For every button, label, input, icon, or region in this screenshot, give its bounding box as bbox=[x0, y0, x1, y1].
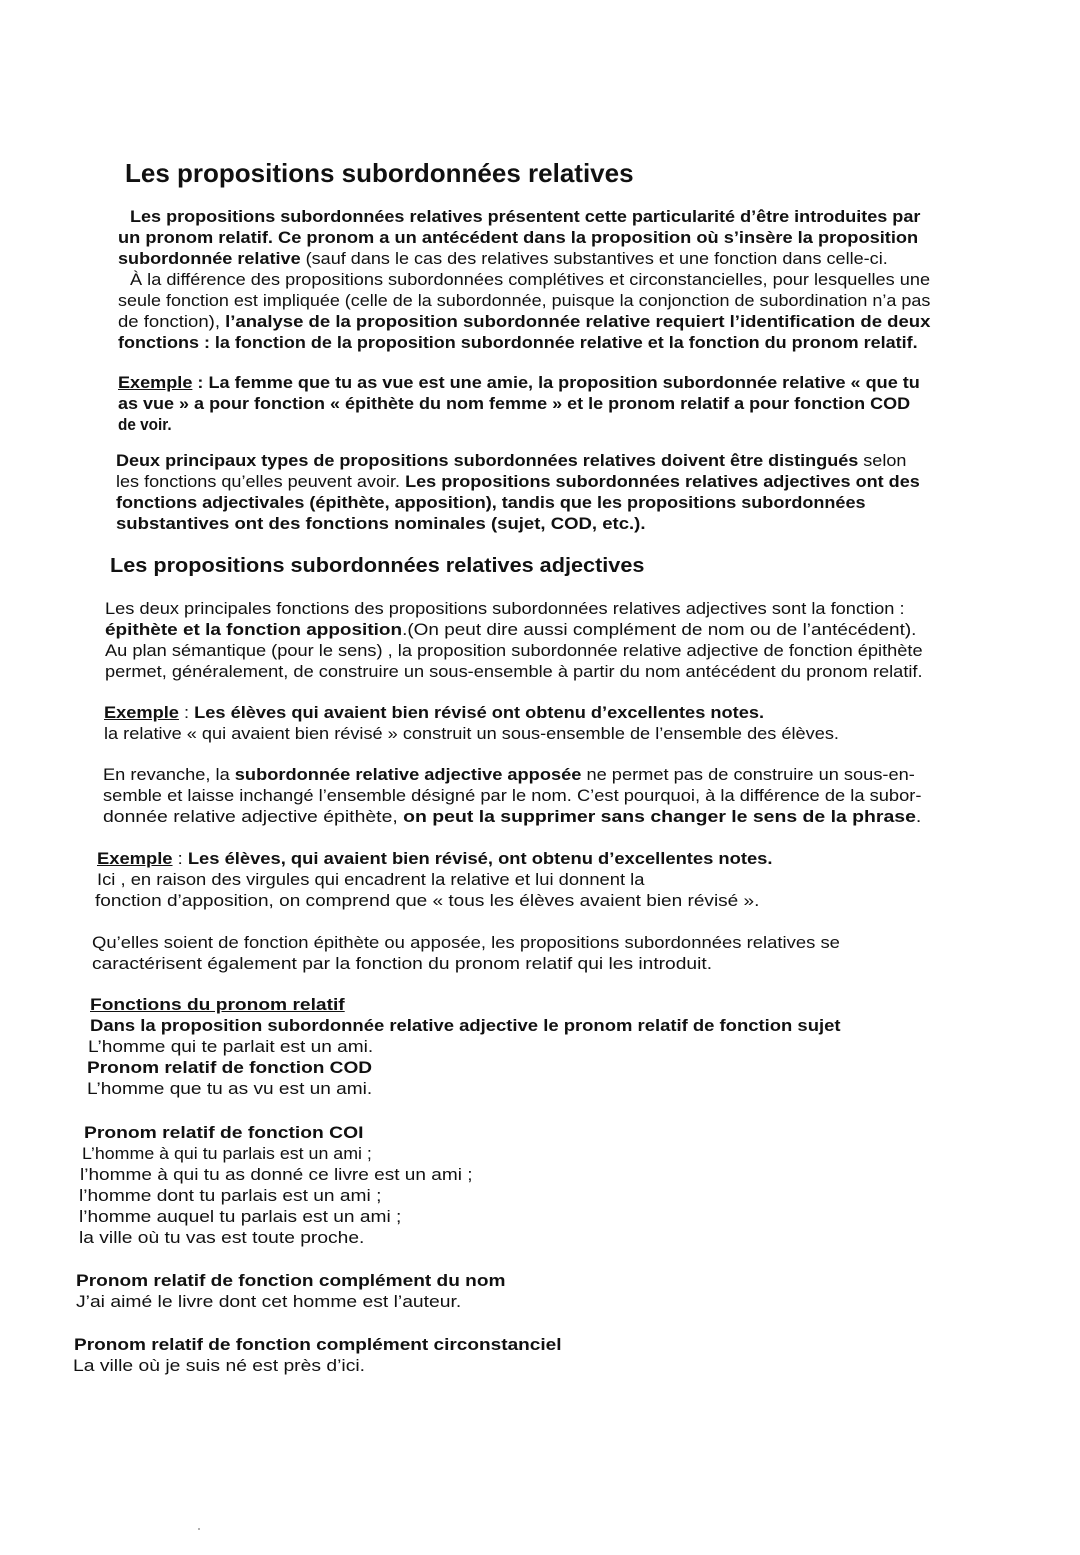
text: selon bbox=[858, 451, 907, 470]
paragraph-line bbox=[116, 452, 906, 469]
paragraph-line bbox=[118, 292, 930, 309]
text: L’homme à qui tu parlais est un ami ; bbox=[82, 1144, 372, 1163]
section-heading bbox=[110, 556, 644, 576]
example-line bbox=[88, 1038, 373, 1055]
paragraph-line bbox=[118, 229, 918, 246]
example-line bbox=[97, 850, 773, 867]
paragraph-line bbox=[130, 271, 930, 288]
paragraph-line bbox=[118, 334, 918, 351]
bold-text: Deux principaux types de propositions subordonnées relatives doivent être distingués bbox=[116, 451, 859, 470]
text: l’homme auquel tu parlais est un ami ; bbox=[79, 1207, 402, 1226]
example-line bbox=[79, 1208, 401, 1225]
example-line bbox=[82, 1145, 372, 1162]
paragraph-line bbox=[105, 642, 923, 659]
text: Qu’elles soient de fonction épithète ou apposée, les propositions subordonnées relatives se bbox=[92, 933, 840, 952]
paragraph-line bbox=[105, 600, 905, 617]
bold-text: as vue » a pour fonction « épithète du nom femme » et le pronom relatif a pour fonction COD bbox=[118, 394, 911, 413]
text: seule fonction est impliquée (celle de la subordonnée, puisque la conjonction de subordination n’a pas bbox=[118, 291, 931, 310]
text: En revanche, la bbox=[103, 765, 235, 784]
paragraph-line bbox=[103, 766, 915, 783]
paragraph-line bbox=[116, 515, 645, 532]
subsection-heading bbox=[90, 996, 345, 1013]
text: Au plan sémantique (pour le sens) , la proposition subordonnée relative adjective de fonction épithète bbox=[105, 641, 923, 660]
text: : bbox=[172, 849, 188, 868]
bold-text: l’analyse de la proposition subordonnée relative requiert l’identification de deux bbox=[225, 312, 931, 331]
paragraph-line bbox=[105, 621, 916, 638]
scan-speck bbox=[198, 1528, 200, 1530]
text: caractérisent également par la fonction du pronom relatif qui les introduit. bbox=[92, 954, 713, 973]
text: de fonction), bbox=[118, 312, 226, 331]
example-line bbox=[104, 725, 839, 742]
text: donnée relative adjective épithète, bbox=[103, 807, 404, 826]
subsection-heading bbox=[87, 1059, 372, 1076]
text: permet, généralement, de construire un sous-ensemble à partir du nom antécédent du pronom relatif. bbox=[105, 662, 923, 681]
text: les fonctions qu’elles peuvent avoir. bbox=[116, 472, 406, 491]
text: la ville où tu vas est toute proche. bbox=[79, 1228, 365, 1247]
paragraph-line bbox=[118, 250, 888, 267]
subsection-heading bbox=[74, 1336, 562, 1353]
example-line bbox=[118, 374, 920, 391]
bold-text: Dans la proposition subordonnée relative adjective le pronom relatif de fonction sujet bbox=[90, 1016, 841, 1035]
bold-text: épithète et la fonction apposition bbox=[105, 620, 403, 639]
example-line bbox=[80, 1166, 473, 1183]
bold-text: de voir. bbox=[118, 415, 172, 434]
text: À la différence des propositions subordonnées complétives et circonstancielles, pour lesquelles une bbox=[130, 270, 931, 289]
bold-text: fonctions adjectivales (épithète, apposition), tandis que les propositions subordonnées bbox=[116, 493, 866, 512]
text: fonction d’apposition, on comprend que « tous les élèves avaient bien révisé ». bbox=[95, 891, 760, 910]
bold-text: subordonnée relative adjective apposée bbox=[234, 765, 582, 784]
text: (sauf dans le cas des relatives substantives et une fonction dans celle-ci. bbox=[300, 249, 888, 268]
text: La ville où je suis né est près d’ici. bbox=[73, 1356, 366, 1375]
example-line bbox=[97, 871, 644, 888]
paragraph-line bbox=[116, 494, 866, 511]
example-line bbox=[87, 1080, 372, 1097]
text: l’homme dont tu parlais est un ami ; bbox=[79, 1186, 382, 1205]
example-line bbox=[118, 416, 172, 433]
paragraph-line bbox=[92, 934, 840, 951]
bold-text: on peut la supprimer sans changer le sens de la phrase bbox=[403, 807, 916, 826]
bold-text: Pronom relatif de fonction COD bbox=[87, 1058, 373, 1077]
paragraph-line bbox=[116, 473, 920, 490]
paragraph-line bbox=[92, 955, 712, 972]
example-label: Exemple bbox=[97, 849, 173, 868]
text: Ici , en raison des virgules qui encadrent la relative et lui donnent la bbox=[97, 870, 645, 889]
paragraph-line bbox=[130, 208, 920, 225]
text: : bbox=[178, 703, 195, 722]
bold-text: : La femme que tu as vue est une amie, la proposition subordonnée relative « que tu bbox=[192, 373, 920, 392]
example-line bbox=[76, 1293, 461, 1310]
text: . bbox=[915, 807, 922, 826]
example-line bbox=[95, 892, 759, 909]
bold-text: Pronom relatif de fonction COI bbox=[84, 1123, 364, 1142]
example-label: Exemple bbox=[104, 703, 179, 722]
page-title: Les propositions subordonnées relatives bbox=[125, 158, 634, 188]
bold-text: Pronom relatif de fonction complément du nom bbox=[76, 1271, 506, 1290]
bold-text: un pronom relatif. Ce pronom a un antécédent dans la proposition où s’insère la proposition bbox=[118, 228, 919, 247]
text: Les deux principales fonctions des propositions subordonnées relatives adjectives sont la fonction : bbox=[105, 599, 905, 618]
text: la relative « qui avaient bien révisé » construit un sous-ensemble de l’ensemble des élèves. bbox=[104, 724, 839, 743]
text: L’homme qui te parlait est un ami. bbox=[88, 1037, 374, 1056]
text: L’homme que tu as vu est un ami. bbox=[87, 1079, 373, 1098]
bold-text: Pronom relatif de fonction complément circonstanciel bbox=[74, 1335, 562, 1354]
bold-text: Les élèves, qui avaient bien révisé, ont obtenu d’excellentes notes. bbox=[187, 849, 773, 868]
bold-text: subordonnée relative bbox=[118, 249, 301, 268]
subsection-heading bbox=[84, 1124, 363, 1141]
example-line bbox=[118, 395, 910, 412]
paragraph-line bbox=[118, 313, 930, 330]
example-line bbox=[73, 1357, 365, 1374]
example-line bbox=[79, 1229, 364, 1246]
paragraph-line bbox=[103, 808, 921, 825]
example-line bbox=[104, 704, 764, 721]
example-line bbox=[79, 1187, 381, 1204]
bold-text: substantives ont des fonctions nominales (sujet, COD, etc.). bbox=[116, 514, 646, 533]
text: semble et laisse inchangé l’ensemble désigné par le nom. C’est pourquoi, à la différence de la subor- bbox=[103, 786, 922, 805]
subsection-heading bbox=[76, 1272, 505, 1289]
paragraph-line bbox=[103, 787, 921, 804]
text: l’homme à qui tu as donné ce livre est un ami ; bbox=[80, 1165, 473, 1184]
bold-text: Les propositions subordonnées relatives adjectives ont des bbox=[405, 472, 920, 491]
text: J’ai aimé le livre dont cet homme est l’auteur. bbox=[76, 1292, 462, 1311]
bold-text: Les élèves qui avaient bien révisé ont obtenu d’excellentes notes. bbox=[194, 703, 765, 722]
subsection-heading bbox=[90, 1017, 841, 1034]
bold-text: fonctions : la fonction de la proposition subordonnée relative et la fonction du pronom relatif. bbox=[118, 333, 918, 352]
text: .(On peut dire aussi complément de nom ou de l’antécédent). bbox=[402, 620, 917, 639]
text: ne permet pas de construire un sous-en- bbox=[581, 765, 915, 784]
bold-text: Les propositions subordonnées relatives présentent cette particularité d’être introduites par bbox=[130, 207, 921, 226]
bold-text: Les propositions subordonnées relatives adjectives bbox=[110, 555, 645, 577]
example-label: Fonctions du pronom relatif bbox=[90, 995, 345, 1014]
paragraph-line bbox=[105, 663, 923, 680]
example-label: Exemple bbox=[118, 373, 193, 392]
